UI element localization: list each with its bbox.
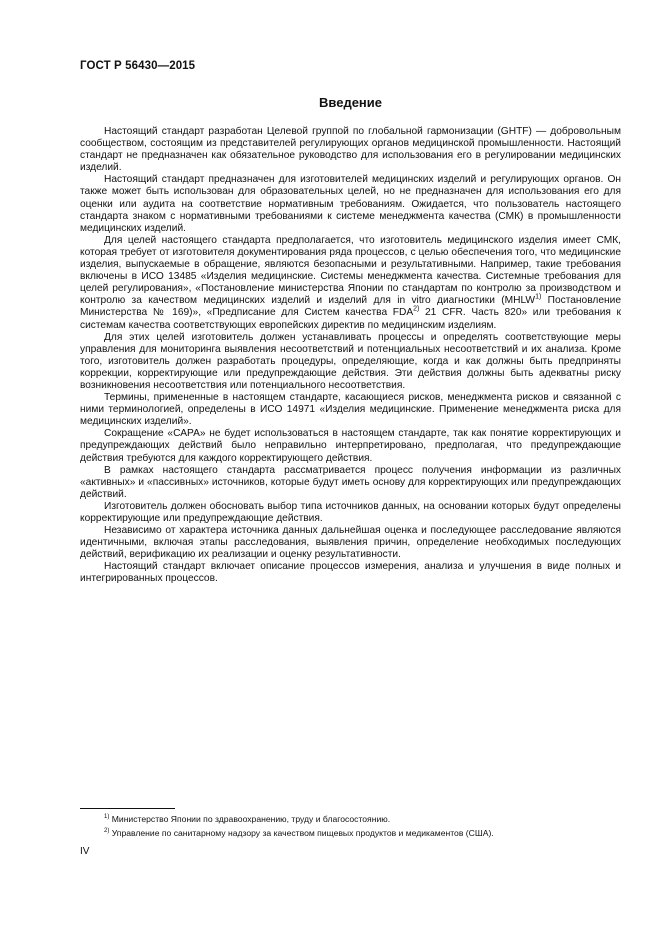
paragraph-text: Независимо от характера источника данных дальнейшая оценка и последующее расследование являются идентичными, включая этапы расследования, выявления причин, определение необходимых последующих действий, верификацию их реализации и оценку результативности. (80, 525, 621, 561)
paragraph-text: Для этих целей изготовитель должен устанавливать процессы и определять соответствующие меры управления для мониторинга выявления несоответствий и потенциальных несоответствий и их анализа. Кроме того, изготовитель должен разработать процедуры, определяющие, когда и как должны быть предприняты коррекции, корректирующие или предупреждающие действия. Эти действия должны быть адекватны риску возникновения несоответствия или потенциального несоответствия. (80, 331, 621, 391)
paragraph-text: Настоящий стандарт включает описание процессов измерения, анализа и улучшения в виде полных и интегрированных процессов. (80, 561, 621, 585)
footnote-mark: 1) (104, 814, 110, 821)
paragraph (80, 235, 621, 332)
footnotes (104, 813, 619, 840)
footnote-reference: 1) (535, 293, 542, 301)
paragraph-text: 21 CFR. Часть 820» или требования к системам качества соответствующих европейских директив по медицинским изделиям. (80, 307, 622, 331)
footnote-reference: 2) (413, 306, 420, 314)
paragraph-text: Настоящий стандарт предназначен для изготовителей медицинских изделий и регулирующих органов. Он также может быть использован для образовательных целей, но не предназначен для использования его для оценки или аудита на соответствие нормативным требованиям. Ожидается, что пользователь настоящего стандарта знаком с нормативными требованиями к системе менеджмента качества (СМК) в промышленности медицинских изделий. (80, 174, 621, 234)
footnote-divider (80, 808, 175, 809)
paragraph-text: В рамках настоящего стандарта рассматривается процесс получения информации из различных «активных» и «пассивных» источников, которые будут иметь основу для корректирующих или предупреждающих действий. (80, 464, 621, 500)
paragraph-text: Настоящий стандарт разработан Целевой группой по глобальной гармонизации (GHTF) — добровольным сообществом, состоящим из представителей регулирующих органов медицинской промышленности. Настоящий стандарт не предназначен как обязательное руководство для использования его в регулировании медицинских изделий. (80, 126, 621, 174)
paragraph (80, 501, 621, 525)
paragraph (80, 126, 621, 174)
footnote-mark: 2) (104, 827, 110, 834)
paragraph (80, 428, 621, 464)
document-header: ГОСТ Р 56430—2015 (80, 60, 196, 72)
paragraph (80, 561, 621, 585)
footnote-text: Управление по санитарному надзору за качеством пищевых продуктов и медикаментов (США). (109, 827, 494, 838)
body-text (80, 126, 621, 586)
paragraph-text: Сокращение «САРА» не будет использоваться в настоящем стандарте, так как понятие корректирующих и предупреждающих действий было неправильно интерпретировано, предполагая, что предупреждающие действия требуются для каждого корректирующего действия. (80, 428, 621, 464)
footnote (104, 827, 619, 841)
paragraph-text: Термины, примененные в настоящем стандарте, касающиеся рисков, менеджмента рисков и связанной с ними терминологией, определены в ИСО 14971 «Изделия медицинские. Применение менеджмента риска для медицинских изделий». (80, 392, 621, 428)
footnote (104, 813, 619, 827)
section-title: Введение (319, 95, 382, 110)
footnote-text: Министерство Японии по здравоохранению, труду и благосостоянию. (109, 814, 391, 824)
page-number: IV (80, 846, 90, 857)
paragraph (80, 392, 621, 428)
paragraph-text: Изготовитель должен обосновать выбор типа источников данных, на основании которых будут определены корректирующие или предупреждающие действия. (80, 500, 621, 524)
paragraph-text: Постановление Министерства № 169)», «Предписание для Систем качества FDA (80, 295, 621, 319)
paragraph-text: Для целей настоящего стандарта предполагается, что изготовитель медицинского изделия имеет СМК, которая требует от изготовителя документирования ряда процессов, с целью обеспечения того, что медицинские изделия, выпускаемые в обращение, являются безопасными и результативными. Например, такие требования включены в ИСО 13485 «Изделия медицинские. Системы менеджмента качества. Системные требования для целей регулирования», «Постановление министерства Японии по стандартам по контролю за производством и контролю за качеством медицинских изделий и изделий для in vitro диагностики (MHLW (80, 234, 621, 307)
paragraph (80, 332, 621, 392)
paragraph (80, 525, 621, 561)
paragraph (80, 174, 621, 234)
paragraph (80, 465, 621, 501)
